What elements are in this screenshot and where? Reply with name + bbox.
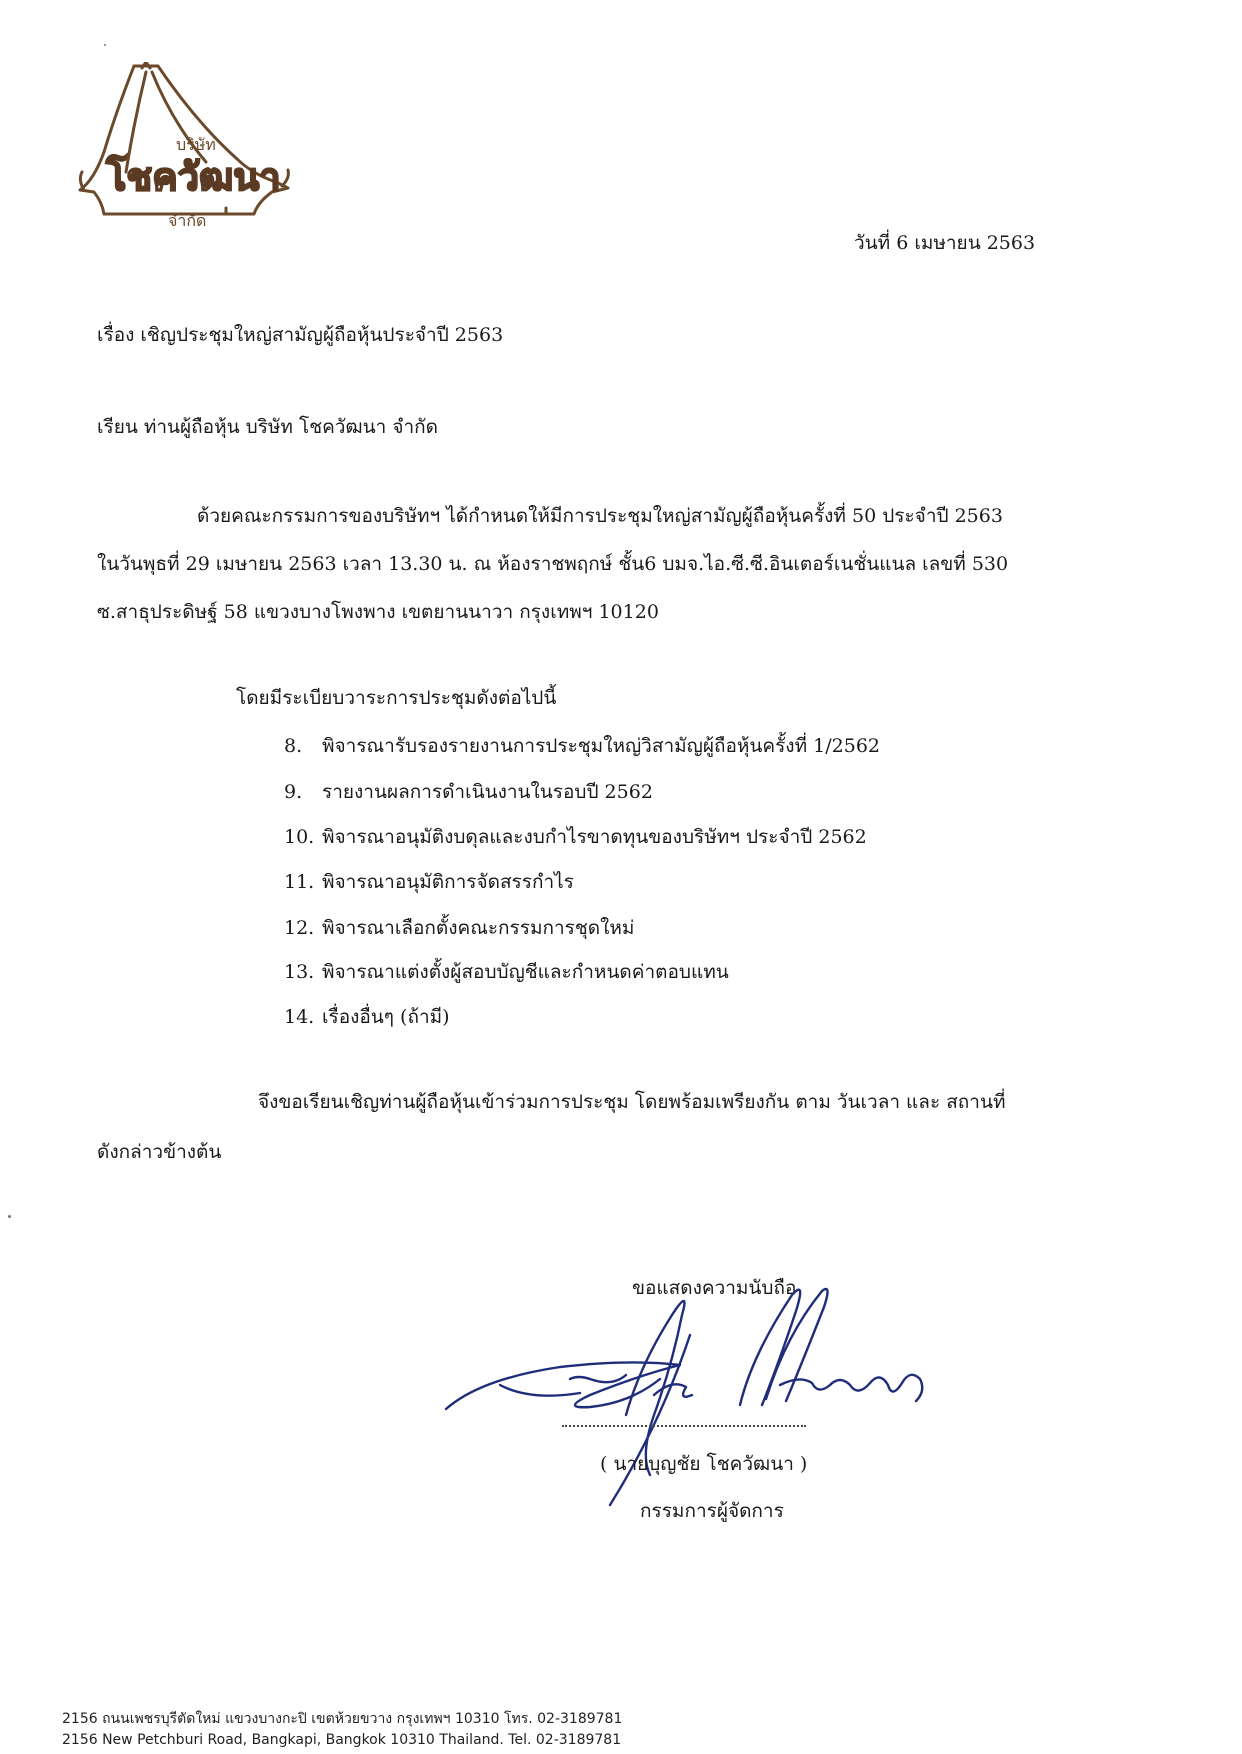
agenda-item bbox=[284, 781, 653, 804]
handwritten-signature bbox=[440, 1275, 960, 1515]
agenda-item bbox=[284, 871, 574, 894]
agenda-number: 8. bbox=[284, 735, 303, 757]
logo-bottom-text: จำกัด bbox=[168, 211, 207, 230]
closing-line-2: ดังกล่าวข้างต้น bbox=[97, 1141, 222, 1163]
letter-date: วันที่ 6 เมษายน 2563 bbox=[854, 232, 1036, 254]
closing-line-1: จึงขอเรียนเชิญท่านผู้ถือหุ้นเข้าร่วมการประชุม โดยพร้อมเพรียงกัน ตาม วันเวลา และ สถานที่ bbox=[258, 1091, 1006, 1113]
agenda-text: พิจารณาอนุมัติงบดุลและงบกำไรขาดทุนของบริษัทฯ ประจำปี 2562 bbox=[322, 826, 867, 848]
agenda-text: พิจารณาเลือกตั้งคณะกรรมการชุดใหม่ bbox=[322, 917, 635, 939]
agenda-number: 10. bbox=[284, 826, 315, 848]
agenda-intro: โดยมีระเบียบวาระการประชุมดังต่อไปนี้ bbox=[236, 687, 557, 709]
body-line-3: ซ.สาธุประดิษฐ์ 58 แขวงบางโพงพาง เขตยานนาวา กรุงเทพฯ 10120 bbox=[97, 601, 659, 623]
agenda-text: พิจารณาแต่งตั้งผู้สอบบัญชีและกำหนดค่าตอบแทน bbox=[322, 961, 729, 983]
signer-title: กรรมการผู้จัดการ bbox=[640, 1500, 784, 1522]
letter-subject: เรื่อง เชิญประชุมใหญ่สามัญผู้ถือหุ้นประจำปี 2563 bbox=[97, 324, 504, 346]
agenda-number: 13. bbox=[284, 961, 315, 983]
agenda-number: 14. bbox=[284, 1006, 315, 1028]
agenda-item bbox=[284, 1006, 450, 1029]
footer-address-thai: 2156 ถนนเพชรบุรีตัดใหม่ แขวงบางกะปิ เขตห้วยขวาง กรุงเทพฯ 10310 โทร. 02-3189781 bbox=[62, 1711, 623, 1727]
regards-text: ขอแสดงความนับถือ bbox=[632, 1277, 797, 1299]
logo-main-text: โชควัฒนา bbox=[106, 155, 281, 199]
agenda-text: พิจารณาอนุมัติการจัดสรรกำไร bbox=[322, 871, 574, 893]
body-line-1: ด้วยคณะกรรมการของบริษัทฯ ได้กำหนดให้มีการประชุมใหญ่สามัญผู้ถือหุ้นครั้งที่ 50 ประจำปี 2563 bbox=[197, 505, 1003, 527]
agenda-text: รายงานผลการดำเนินงานในรอบปี 2562 bbox=[322, 781, 653, 803]
agenda-number: 12. bbox=[284, 917, 315, 939]
company-logo bbox=[76, 62, 298, 238]
agenda-number: 11. bbox=[284, 871, 315, 893]
signer-name: ( นายบุญชัย โชควัฒนา ) bbox=[600, 1453, 808, 1475]
agenda-item bbox=[284, 961, 729, 984]
footer-address-english: 2156 New Petchburi Road, Bangkapi, Bangkok 10310 Thailand. Tel. 02-3189781 bbox=[62, 1732, 622, 1748]
scan-speck bbox=[104, 44, 106, 46]
logo-top-text: บริษัท bbox=[176, 135, 216, 154]
agenda-item bbox=[284, 917, 634, 940]
body-line-2: ในวันพุธที่ 29 เมษายน 2563 เวลา 13.30 น. ณ ห้องราชพฤกษ์ ชั้น6 บมจ.ไอ.ซี.ซี.อินเตอร์เนชั่นแนล เลขที่ 530 bbox=[97, 553, 1009, 575]
scan-speck bbox=[8, 1215, 11, 1218]
agenda-item bbox=[284, 826, 867, 849]
agenda-text: พิจารณารับรองรายงานการประชุมใหญ่วิสามัญผู้ถือหุ้นครั้งที่ 1/2562 bbox=[322, 735, 880, 757]
agenda-number: 9. bbox=[284, 781, 303, 803]
thai-house-logo-graphic bbox=[76, 62, 298, 238]
agenda-item bbox=[284, 735, 880, 758]
letter-salutation: เรียน ท่านผู้ถือหุ้น บริษัท โชควัฒนา จำกัด bbox=[97, 416, 438, 438]
signature-graphic bbox=[440, 1275, 960, 1515]
signature-dotted-line bbox=[562, 1425, 806, 1427]
agenda-text: เรื่องอื่นๆ (ถ้ามี) bbox=[322, 1006, 450, 1028]
